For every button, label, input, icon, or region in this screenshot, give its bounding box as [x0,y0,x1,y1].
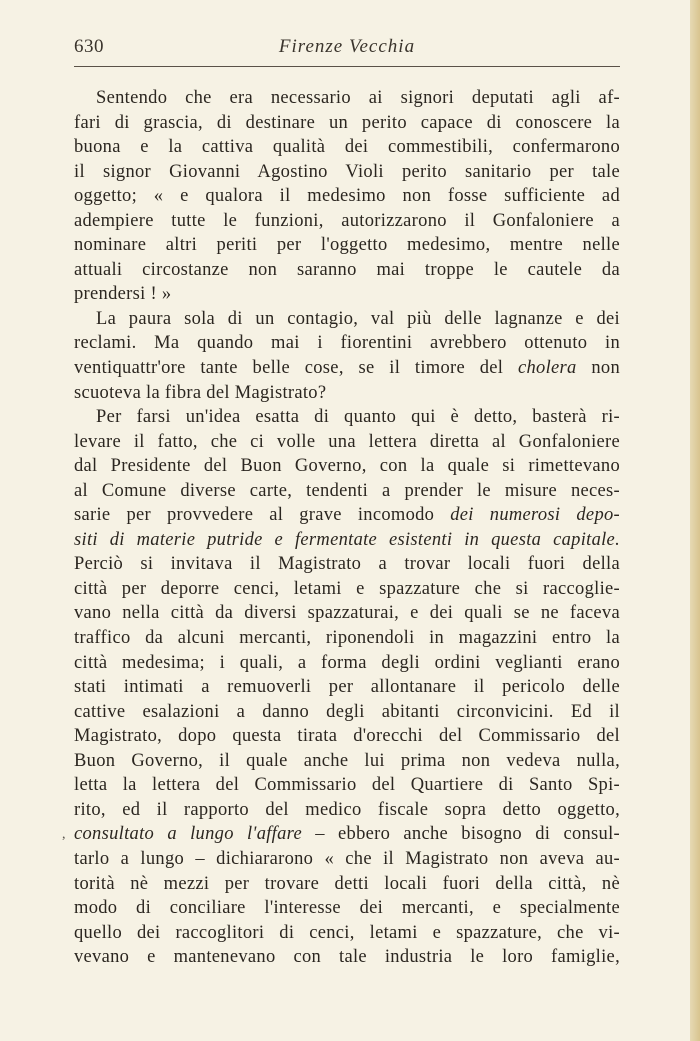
text-line: vano nella città da diversi spazzaturai, e dei quali se ne faceva [74,603,620,624]
text-line: torità nè mezzi per trovare detti locali fuori della città, nè [74,873,620,894]
italic-text: consultato a lungo l'affare [74,824,302,845]
text-line: buona e la cattiva qualità dei commestibili, confermarono [74,137,620,158]
text-line: quello dei raccoglitori di cenci, letami e spazzature, che vi- [74,922,620,943]
italic-text: siti di materie putride e fermentate esistenti in questa capitale. [74,529,620,550]
running-title: Firenze Vecchia [278,36,416,57]
text-segment: ventiquattr'ore tante belle cose, se il timore del [74,358,518,379]
text-line: fari di grascia, di destinare un perito capace di conoscere la [74,112,620,133]
text-segment: non [576,358,620,379]
text-line: nominare altri periti per l'oggetto medesimo, mentre nelle [74,235,620,256]
text-segment: – ebbero anche bisogno di consul- [302,824,621,845]
text-line [74,528,620,553]
text-line: al Comune diverse carte, tendenti a prender le misure neces- [74,480,620,501]
text-line: il signor Giovanni Agostino Violi perito sanitario per tale [74,161,620,182]
text-line: adempiere tutte le funzioni, autorizzarono il Gonfaloniere a [74,210,620,231]
text-line: reclami. Ma quando mai i fiorentini avrebbero ottenuto in [74,333,620,354]
text-line: Sentendo che era necessario ai signori deputati agli af- [96,88,620,108]
text-line: traffico da alcuni mercanti, riponendoli in magazzini entro la [74,628,620,649]
text-line: levare il fatto, che ci volle una lettera diretta al Gonfaloniere [74,431,620,452]
text-line: città medesima; i quali, a forma degli ordini veglianti erano [74,652,620,673]
page-number: 630 [74,36,104,57]
italic-text: dei numerosi depo- [450,505,621,526]
text-line: tarlo a lungo – dichiararono « che il Magistrato non aveva au- [74,848,620,869]
text-line [74,822,620,847]
text-line: attuali circostanze non saranno mai troppe le cautele da [74,259,620,280]
text-line: letta la lettera del Commissario del Quartiere di Santo Spi- [74,775,620,796]
text-line: Magistrato, dopo questa tirata d'orecchi del Commissario del [74,726,620,747]
text-segment: sarie per provvedere al grave incomodo [74,505,451,526]
text-line: cattive esalazioni a danno degli abitanti circonvicini. Ed il [74,701,620,722]
text-line: Perciò si invitava il Magistrato a trovar locali fuori della [74,554,620,575]
body-text [74,86,620,970]
text-line: vevano e mantenevano con tale industria le loro famiglie, [74,947,620,968]
text-line: dal Presidente del Buon Governo, con la quale si rimettevano [74,456,620,477]
text-line [74,356,620,381]
text-line: La paura sola di un contagio, val più delle lagnanze e dei [96,308,620,329]
text-line: prendersi ! » [74,284,172,305]
text-line: stati intimati a remuoverli per allontanare il pericolo delle [74,677,620,698]
page-header [74,36,620,62]
italic-text: cholera [517,358,577,379]
text-line: oggetto; « e qualora il medesimo non fosse sufficiente ad [74,186,620,207]
text-line: città per deporre cenci, letami e spazzature che si raccoglie- [74,578,620,599]
text-line: scuoteva la fibra del Magistrato? [74,382,327,403]
text-line: modo di conciliare l'interesse dei mercanti, e specialmente [74,898,620,919]
text-line: Buon Governo, il quale anche lui prima non vedeva nulla, [74,750,620,771]
text-line: Per farsi un'idea esatta di quanto qui è detto, basterà ri- [96,407,620,428]
text-line: rito, ed il rapporto del medico fiscale sopra detto oggetto, [74,799,620,820]
header-rule [74,66,620,67]
margin-mark: , [62,827,66,842]
text-line [74,503,620,528]
page-edge [690,0,700,1041]
